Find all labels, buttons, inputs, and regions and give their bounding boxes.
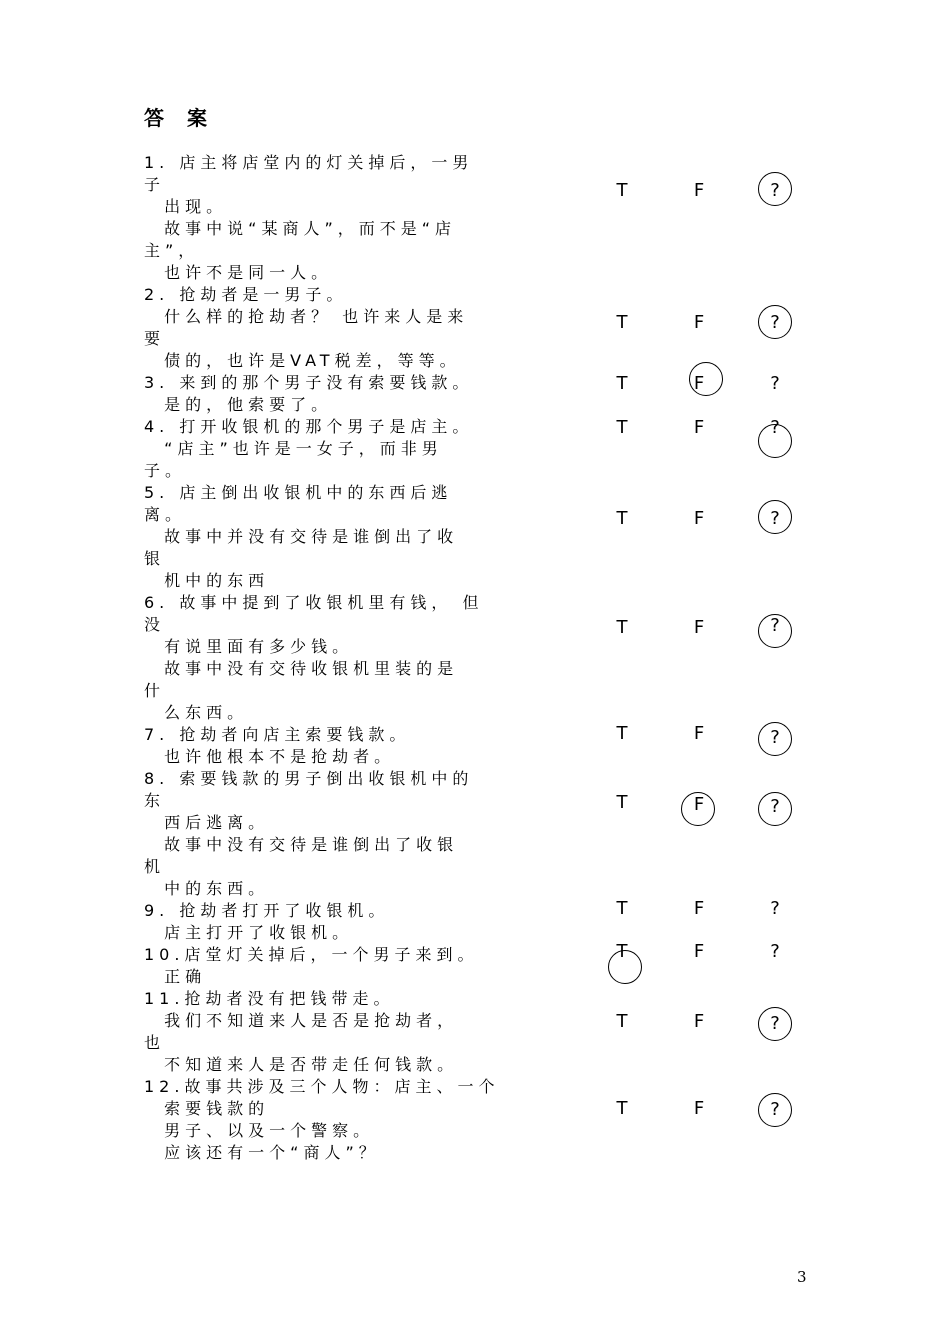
text-line: 故事中并没有交待是谁倒出了收	[144, 527, 459, 546]
text-line: 故事中没有交待是谁倒出了收银	[144, 835, 459, 854]
unknown-mark: ?	[770, 727, 780, 748]
text-line: 10.店堂灯关掉后，一个男子来到。	[144, 945, 479, 964]
selection-circle	[758, 424, 792, 458]
page-number: 3	[797, 1268, 807, 1286]
false-mark: F	[693, 373, 705, 394]
text-line: 也	[144, 1033, 166, 1052]
false-mark: F	[693, 941, 705, 962]
unknown-mark: ?	[770, 1099, 780, 1120]
text-line: 7. 抢劫者向店主索要钱款。	[144, 725, 411, 744]
selection-circle	[689, 362, 723, 396]
text-line: 有说里面有多少钱。	[144, 637, 354, 656]
false-mark: F	[693, 794, 705, 815]
text-line: “店主”也许是一女子，而非男	[144, 439, 443, 458]
selection-circle	[681, 792, 715, 826]
text-line: 也许他根本不是抢劫者。	[144, 747, 396, 766]
false-mark: F	[693, 1098, 705, 1119]
text-line: 没	[144, 615, 166, 634]
selection-circle	[758, 1007, 792, 1041]
false-mark: F	[693, 312, 705, 333]
selection-circle	[758, 614, 792, 648]
text-line: 11.抢劫者没有把钱带走。	[144, 989, 395, 1008]
true-mark: T	[616, 417, 628, 438]
text-line: 子。	[144, 461, 187, 480]
true-mark: T	[616, 898, 628, 919]
text-line: 中的东西。	[144, 879, 270, 898]
false-mark: F	[693, 508, 705, 529]
true-mark: T	[616, 1098, 628, 1119]
selection-circle	[608, 950, 642, 984]
false-mark: F	[693, 1011, 705, 1032]
selection-circle	[758, 305, 792, 339]
text-line: 是的，他索要了。	[144, 395, 333, 414]
selection-circle	[758, 792, 792, 826]
text-line: 8. 索要钱款的男子倒出收银机中的	[144, 769, 474, 788]
text-line: 不知道来人是否带走任何钱款。	[144, 1055, 459, 1074]
selection-circle	[758, 722, 792, 756]
text-line: 9. 抢劫者打开了收银机。	[144, 901, 390, 920]
page-title: 答 案	[144, 106, 215, 130]
false-mark: F	[693, 180, 705, 201]
text-line: 男子、以及一个警察。	[144, 1121, 375, 1140]
true-mark: T	[616, 1011, 628, 1032]
text-line: 也许不是同一人。	[144, 263, 333, 282]
text-line: 店主打开了收银机。	[144, 923, 354, 942]
text-line: 西后逃离。	[144, 813, 270, 832]
text-line: 3. 来到的那个男子没有索要钱款。	[144, 373, 474, 392]
text-line: 离。	[144, 505, 187, 524]
text-line: 子	[144, 175, 166, 194]
text-line: 什	[144, 681, 166, 700]
unknown-mark: ?	[770, 373, 780, 394]
true-mark: T	[616, 941, 628, 962]
text-line: 什么样的抢劫者？ 也许来人是来	[144, 307, 469, 326]
true-mark: T	[616, 617, 628, 638]
unknown-mark: ?	[770, 417, 780, 438]
unknown-mark: ?	[770, 898, 780, 919]
false-mark: F	[693, 898, 705, 919]
true-mark: T	[616, 508, 628, 529]
unknown-mark: ?	[770, 508, 780, 529]
text-line: 12.故事共涉及三个人物：店主、一个	[144, 1077, 500, 1096]
unknown-mark: ?	[770, 1013, 780, 1034]
false-mark: F	[693, 617, 705, 638]
text-line: 正确	[144, 967, 207, 986]
text-line: 我们不知道来人是否是抢劫者，	[144, 1011, 459, 1030]
unknown-mark: ?	[770, 615, 780, 636]
unknown-mark: ?	[770, 796, 780, 817]
selection-circle	[758, 1093, 792, 1127]
true-mark: T	[616, 180, 628, 201]
selection-circle	[758, 500, 792, 534]
text-line: 银	[144, 549, 166, 568]
text-line: 索要钱款的	[144, 1099, 270, 1118]
true-mark: T	[616, 792, 628, 813]
unknown-mark: ?	[770, 312, 780, 333]
text-line: 2. 抢劫者是一男子。	[144, 285, 348, 304]
unknown-mark: ?	[770, 941, 780, 962]
true-mark: T	[616, 723, 628, 744]
text-line: 故事中说“某商人”，而不是“店	[144, 219, 457, 238]
text-line: 债的，也许是VAT税差，等等。	[144, 351, 461, 370]
text-line: 6. 故事中提到了收银机里有钱， 但	[144, 593, 484, 612]
text-line: 东	[144, 791, 166, 810]
text-line: 4. 打开收银机的那个男子是店主。	[144, 417, 474, 436]
true-mark: T	[616, 312, 628, 333]
text-line: 么东西。	[144, 703, 249, 722]
text-line: 1. 店主将店堂内的灯关掉后，一男	[144, 153, 474, 172]
text-line: 机	[144, 857, 166, 876]
false-mark: F	[693, 723, 705, 744]
text-line: 5. 店主倒出收银机中的东西后逃	[144, 483, 453, 502]
false-mark: F	[693, 417, 705, 438]
text-line: 应该还有一个“商人”？	[144, 1143, 380, 1162]
text-line: 主”，	[144, 241, 200, 260]
unknown-mark: ?	[770, 180, 780, 201]
true-mark: T	[616, 373, 628, 394]
text-line: 机中的东西	[144, 571, 270, 590]
text-line: 出现。	[144, 197, 228, 216]
text-line: 故事中没有交待收银机里装的是	[144, 659, 459, 678]
selection-circle	[758, 172, 792, 206]
text-line: 要	[144, 329, 166, 348]
